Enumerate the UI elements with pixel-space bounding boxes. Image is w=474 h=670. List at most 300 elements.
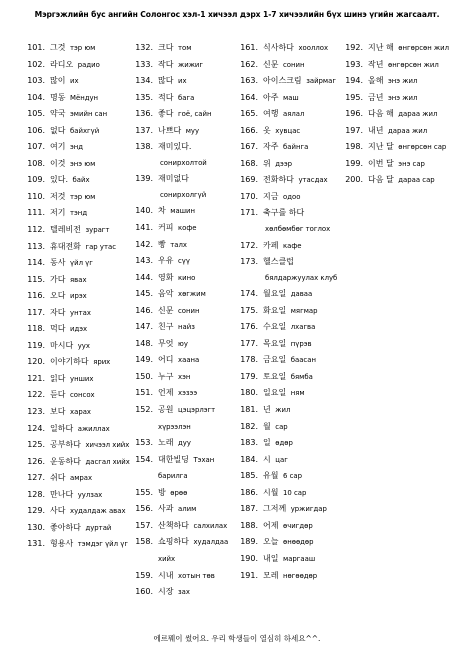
mongolian-translation: хөлбөмбөг тоглох <box>265 225 331 234</box>
entry-text <box>156 336 237 353</box>
entry-number: 102. <box>27 59 45 69</box>
entry-number: 117. <box>27 307 45 317</box>
mongolian-translation: энд <box>70 143 84 152</box>
korean-word: 있다. <box>50 175 68 185</box>
entry-text <box>261 172 344 189</box>
korean-word: 좋다 <box>158 109 174 119</box>
entry-number: 107. <box>27 142 45 152</box>
vocab-entry <box>133 106 237 123</box>
vocab-entry <box>133 568 237 585</box>
mongolian-translation: юу <box>178 339 188 348</box>
word-list-column-1 <box>25 40 131 553</box>
entry-number: 186. <box>240 487 258 497</box>
korean-word: 재미없다 <box>158 174 189 184</box>
korean-word: 우유 <box>158 256 174 266</box>
mongolian-translation: бямба <box>290 372 313 381</box>
entry-number: 113. <box>27 241 45 251</box>
korean-word: 작년 <box>368 59 384 69</box>
mongolian-translation: хичээл хийх <box>85 441 130 450</box>
entry-number: 122. <box>27 390 45 400</box>
entry-text <box>156 106 237 123</box>
korean-word: 월 <box>263 421 271 431</box>
korean-word: 토요일 <box>263 371 287 381</box>
entry-number: 103. <box>27 76 45 86</box>
mongolian-translation: Мёндун <box>70 93 99 102</box>
korean-word: 텔레비전 <box>50 225 81 235</box>
vocab-entry <box>25 106 131 123</box>
entry-text <box>48 354 131 371</box>
entry-text <box>261 254 344 286</box>
entry-text <box>156 568 237 585</box>
entry-number: 149. <box>135 355 153 365</box>
vocab-entry <box>133 319 237 336</box>
mongolian-translation: маргааш <box>283 554 316 563</box>
entry-text <box>261 501 344 518</box>
entry-text <box>156 270 237 287</box>
entry-text <box>261 57 344 74</box>
mongolian-translation: салхилах <box>193 521 228 530</box>
mongolian-translation: маш <box>283 93 299 102</box>
korean-word: 시내 <box>158 570 174 580</box>
entry-number: 161. <box>240 43 258 52</box>
word-list-column-4 <box>343 40 453 189</box>
entry-text <box>48 139 131 156</box>
korean-word: 읽다 <box>50 373 66 383</box>
vocab-entry <box>238 336 344 353</box>
korean-word: 이번 달 <box>368 158 394 168</box>
entry-text <box>366 106 453 123</box>
korean-word: 라디오 <box>50 59 74 69</box>
korean-word: 마시다 <box>50 340 74 350</box>
entry-text <box>261 336 344 353</box>
mongolian-translation: сонирхолгүй <box>160 190 207 199</box>
vocab-entry <box>133 369 237 386</box>
korean-word: 영화 <box>158 272 174 282</box>
entry-number: 196. <box>345 109 363 119</box>
entry-number: 126. <box>27 456 45 466</box>
entry-text <box>261 452 344 469</box>
korean-word: 동사 <box>50 258 66 268</box>
entry-text <box>156 40 237 57</box>
mongolian-translation: бялдаржуулах клуб <box>265 273 338 282</box>
vocab-entry <box>238 189 344 206</box>
entry-number: 170. <box>240 191 258 201</box>
mongolian-translation: байнга <box>283 143 309 152</box>
korean-word: 커피 <box>158 223 174 233</box>
korean-word: 사과 <box>158 504 174 514</box>
korean-word: 대한빌딩 <box>158 454 189 464</box>
mongolian-translation: мягмар <box>290 306 318 315</box>
mongolian-translation: зурагт <box>85 226 110 235</box>
entry-text <box>48 387 131 404</box>
mongolian-translation: дээр <box>275 159 292 168</box>
entry-number: 198. <box>345 142 363 152</box>
entry-number: 133. <box>135 59 153 69</box>
entry-text <box>366 172 453 189</box>
entry-text <box>48 454 131 471</box>
entry-text <box>48 503 131 520</box>
vocab-entry <box>238 303 344 320</box>
entry-number: 125. <box>27 440 45 450</box>
korean-word: 내년 <box>368 125 384 135</box>
entry-number: 135. <box>135 92 153 102</box>
vocab-entry <box>133 90 237 107</box>
mongolian-translation: ням <box>290 389 305 398</box>
entry-text <box>156 435 237 452</box>
korean-word: 오늘 <box>263 537 279 547</box>
mongolian-translation: хэзээ <box>178 389 198 398</box>
entry-text <box>366 90 453 107</box>
mongolian-translation: энэ жил <box>388 77 418 86</box>
entry-text <box>261 238 344 255</box>
vocab-entry <box>238 139 344 156</box>
entry-number: 101. <box>27 43 45 52</box>
entry-number: 110. <box>27 191 45 201</box>
mongolian-translation: сонирхолтой <box>160 158 207 167</box>
entry-text <box>48 321 131 338</box>
entry-number: 144. <box>135 272 153 282</box>
korean-word: 년 <box>263 405 271 415</box>
mongolian-translation: ирэх <box>70 292 87 301</box>
vocab-entry <box>133 452 237 485</box>
vocab-entry <box>343 106 453 123</box>
vocab-entry <box>25 454 131 471</box>
mongolian-translation: дуртай <box>85 523 112 532</box>
korean-word: 시장 <box>158 587 174 597</box>
entry-number: 123. <box>27 407 45 417</box>
korean-word: 먹다 <box>50 324 66 334</box>
mongolian-translation: хэн <box>178 372 191 381</box>
entry-text <box>261 90 344 107</box>
korean-word: 자주 <box>263 142 279 152</box>
mongolian-translation: эмийн сан <box>70 110 108 119</box>
mongolian-translation: байхгүй <box>70 126 100 135</box>
mongolian-translation: байх <box>72 176 90 185</box>
entry-text <box>156 286 237 303</box>
entry-text <box>48 305 131 322</box>
entry-number: 180. <box>240 388 258 398</box>
entry-number: 183. <box>240 438 258 448</box>
entry-text <box>156 452 237 485</box>
vocab-entry <box>238 468 344 485</box>
entry-number: 195. <box>345 92 363 102</box>
entry-number: 173. <box>240 257 258 267</box>
entry-text <box>261 139 344 156</box>
vocab-entry <box>238 369 344 386</box>
entry-number: 199. <box>345 158 363 168</box>
entry-text <box>261 385 344 402</box>
mongolian-translation: үйл үг <box>70 259 93 268</box>
entry-text <box>48 421 131 438</box>
vocab-entry <box>25 305 131 322</box>
korean-word: 여행 <box>263 109 279 119</box>
mongolian-translation: ярих <box>93 358 111 367</box>
entry-text <box>156 369 237 386</box>
korean-word: 쉬다 <box>50 473 66 483</box>
mongolian-translation: дараа жил <box>388 126 428 135</box>
mongolian-translation: ажиллах <box>77 424 110 433</box>
vocab-entry <box>133 57 237 74</box>
vocab-entry <box>25 520 131 537</box>
entry-text <box>261 551 344 568</box>
mongolian-translation: энэ сар <box>398 159 425 168</box>
vocab-entry <box>343 57 453 74</box>
entry-text <box>48 470 131 487</box>
entry-text <box>48 73 131 90</box>
korean-word: 일하다 <box>50 423 74 433</box>
korean-word: 약국 <box>50 109 66 119</box>
entry-text <box>366 73 453 90</box>
mongolian-translation: жижиг <box>178 60 204 69</box>
korean-word: 올해 <box>368 76 384 86</box>
entry-text <box>261 123 344 140</box>
entry-number: 154. <box>135 454 153 464</box>
vocab-entry <box>238 568 344 585</box>
entry-number: 164. <box>240 92 258 102</box>
entry-text <box>156 253 237 270</box>
korean-word: 화요일 <box>263 305 287 315</box>
vocab-entry <box>133 336 237 353</box>
entry-number: 188. <box>240 520 258 530</box>
vocab-entry <box>238 40 344 57</box>
korean-word: 명동 <box>50 92 66 102</box>
vocab-entry <box>343 123 453 140</box>
mongolian-translation: муу <box>185 126 200 135</box>
mongolian-translation: дасгал хийх <box>85 457 130 466</box>
entry-number: 200. <box>345 175 363 185</box>
entry-text <box>48 255 131 272</box>
entry-number: 157. <box>135 520 153 530</box>
korean-word: 저것 <box>50 191 66 201</box>
entry-number: 184. <box>240 454 258 464</box>
korean-word: 금요일 <box>263 355 287 365</box>
entry-number: 124. <box>27 423 45 433</box>
entry-text <box>261 40 344 57</box>
vocab-entry <box>238 106 344 123</box>
vocab-entry <box>25 40 131 57</box>
vocab-entry <box>343 156 453 173</box>
entry-number: 187. <box>240 504 258 514</box>
vocab-entry <box>25 239 131 256</box>
mongolian-translation: хувцас <box>275 126 301 135</box>
entry-number: 129. <box>27 506 45 516</box>
entry-text <box>261 468 344 485</box>
korean-word: 적다 <box>158 92 174 102</box>
vocab-entry <box>133 435 237 452</box>
vocab-entry <box>25 172 131 189</box>
entry-number: 185. <box>240 471 258 481</box>
entry-number: 141. <box>135 223 153 233</box>
entry-number: 168. <box>240 158 258 168</box>
korean-word: 보다 <box>50 407 66 417</box>
vocab-entry <box>133 584 237 601</box>
entry-text <box>156 501 237 518</box>
vocab-entry <box>343 73 453 90</box>
mongolian-translation: зах <box>178 588 190 597</box>
korean-word: 월요일 <box>263 289 287 299</box>
mongolian-translation: сонин <box>178 306 200 315</box>
entry-number: 128. <box>27 489 45 499</box>
entry-number: 121. <box>27 373 45 383</box>
entry-number: 140. <box>135 206 153 216</box>
entry-text <box>261 518 344 535</box>
vocab-entry <box>238 402 344 419</box>
vocab-entry <box>25 139 131 156</box>
mongolian-translation: даваа <box>290 290 313 299</box>
entry-text <box>261 205 344 237</box>
mongolian-translation: өдөр <box>275 439 293 448</box>
entry-text <box>156 485 237 502</box>
korean-word: 지난 달 <box>368 142 394 152</box>
vocab-entry <box>25 272 131 289</box>
korean-word: 무엇 <box>158 338 174 348</box>
entry-text <box>261 419 344 436</box>
korean-word: 공부하다 <box>50 440 81 450</box>
entry-text <box>48 338 131 355</box>
vocab-entry <box>238 352 344 369</box>
vocab-entry <box>133 286 237 303</box>
vocab-entry <box>25 288 131 305</box>
korean-word: 저기 <box>50 208 66 218</box>
korean-word: 위 <box>263 158 271 168</box>
vocab-entry <box>25 73 131 90</box>
mongolian-translation: дуу <box>178 439 191 448</box>
vocab-entry <box>25 354 131 371</box>
entry-number: 130. <box>27 522 45 532</box>
entry-text <box>48 487 131 504</box>
mongolian-translation: лхагва <box>290 323 316 332</box>
vocab-entry <box>25 90 131 107</box>
vocab-entry <box>133 220 237 237</box>
korean-word: 음악 <box>158 289 174 299</box>
korean-word: 크다 <box>158 43 174 52</box>
vocab-entry <box>238 485 344 502</box>
mongolian-translation: явах <box>70 275 87 284</box>
mongolian-translation: цэцэрлэгт хүрээлэн <box>158 406 216 431</box>
korean-word: 다음 해 <box>368 109 394 119</box>
entry-text <box>366 57 453 74</box>
mongolian-translation: кафе <box>283 241 302 250</box>
korean-word: 수요일 <box>263 322 287 332</box>
entry-text <box>261 319 344 336</box>
entry-number: 159. <box>135 570 153 580</box>
korean-word: 듣다 <box>50 390 66 400</box>
korean-word: 어디 <box>158 355 174 365</box>
mongolian-translation: сар <box>275 422 288 431</box>
entry-number: 114. <box>27 258 45 268</box>
korean-word: 금년 <box>368 92 384 102</box>
mongolian-translation: худалдаа хийх <box>158 538 229 563</box>
mongolian-translation: жил <box>275 406 291 415</box>
entry-number: 194. <box>345 76 363 86</box>
entry-number: 108. <box>27 158 45 168</box>
entry-number: 166. <box>240 125 258 135</box>
korean-word: 옷 <box>263 125 271 135</box>
vocab-entry <box>238 419 344 436</box>
mongolian-translation: одоо <box>283 192 301 201</box>
mongolian-translation: хотын төв <box>178 571 215 580</box>
vocab-entry <box>238 452 344 469</box>
korean-word: 신문 <box>158 305 174 315</box>
vocab-entry <box>133 385 237 402</box>
mongolian-translation: гар утас <box>85 242 116 251</box>
vocab-entry <box>133 171 237 203</box>
entry-number: 127. <box>27 473 45 483</box>
entry-number: 134. <box>135 76 153 86</box>
mongolian-translation: 10 сар <box>283 488 307 497</box>
vocab-entry <box>25 387 131 404</box>
entry-text <box>48 156 131 173</box>
vocab-entry <box>238 501 344 518</box>
vocab-entry <box>238 57 344 74</box>
entry-text <box>156 385 237 402</box>
vocab-entry <box>25 338 131 355</box>
entry-number: 120. <box>27 357 45 367</box>
entry-text <box>48 90 131 107</box>
mongolian-translation: харах <box>70 408 91 417</box>
korean-word: 시 <box>263 454 271 464</box>
vocab-entry <box>343 40 453 57</box>
korean-word: 휴대전화 <box>50 241 81 251</box>
entry-text <box>48 222 131 239</box>
entry-number: 165. <box>240 109 258 119</box>
vocab-entry <box>25 371 131 388</box>
entry-number: 148. <box>135 338 153 348</box>
vocab-entry <box>25 255 131 272</box>
entry-text <box>366 156 453 173</box>
korean-word: 목요일 <box>263 338 287 348</box>
entry-text <box>48 404 131 421</box>
mongolian-translation: их <box>70 77 79 86</box>
entry-number: 145. <box>135 289 153 299</box>
entry-number: 153. <box>135 438 153 448</box>
korean-word: 빵 <box>158 239 166 249</box>
vocab-entry <box>238 156 344 173</box>
entry-number: 182. <box>240 421 258 431</box>
entry-number: 151. <box>135 388 153 398</box>
entry-text <box>48 288 131 305</box>
korean-word: 노래 <box>158 438 174 448</box>
vocab-entry <box>133 303 237 320</box>
entry-number: 132. <box>135 43 153 52</box>
korean-word: 지난 해 <box>368 43 394 52</box>
vocab-entry <box>238 90 344 107</box>
mongolian-translation: уух <box>77 341 90 350</box>
entry-number: 192. <box>345 43 363 52</box>
entry-text <box>48 272 131 289</box>
vocab-entry <box>133 501 237 518</box>
entry-text <box>156 319 237 336</box>
entry-number: 174. <box>240 289 258 299</box>
entry-text <box>48 172 131 189</box>
vocab-entry <box>133 40 237 57</box>
entry-number: 155. <box>135 487 153 497</box>
korean-word: 언제 <box>158 388 174 398</box>
vocab-entry <box>25 437 131 454</box>
korean-word: 형용사 <box>50 539 74 549</box>
mongolian-translation: өнгөрсөн жил <box>388 60 439 69</box>
page-title: Мэргэжлийн бус ангийн Солонгос хэл-1 хичээл дэрх 1-7 хичээлийн бүх шинэ үгийн жагсаалт. <box>34 10 440 19</box>
mongolian-translation: уулзах <box>77 490 103 499</box>
entry-number: 147. <box>135 322 153 332</box>
entry-number: 104. <box>27 92 45 102</box>
korean-word: 식사하다 <box>263 43 294 52</box>
entry-text <box>48 123 131 140</box>
mongolian-translation: найз <box>178 323 195 332</box>
entry-text <box>261 73 344 90</box>
korean-word: 모레 <box>263 570 279 580</box>
mongolian-translation: том <box>178 44 192 52</box>
